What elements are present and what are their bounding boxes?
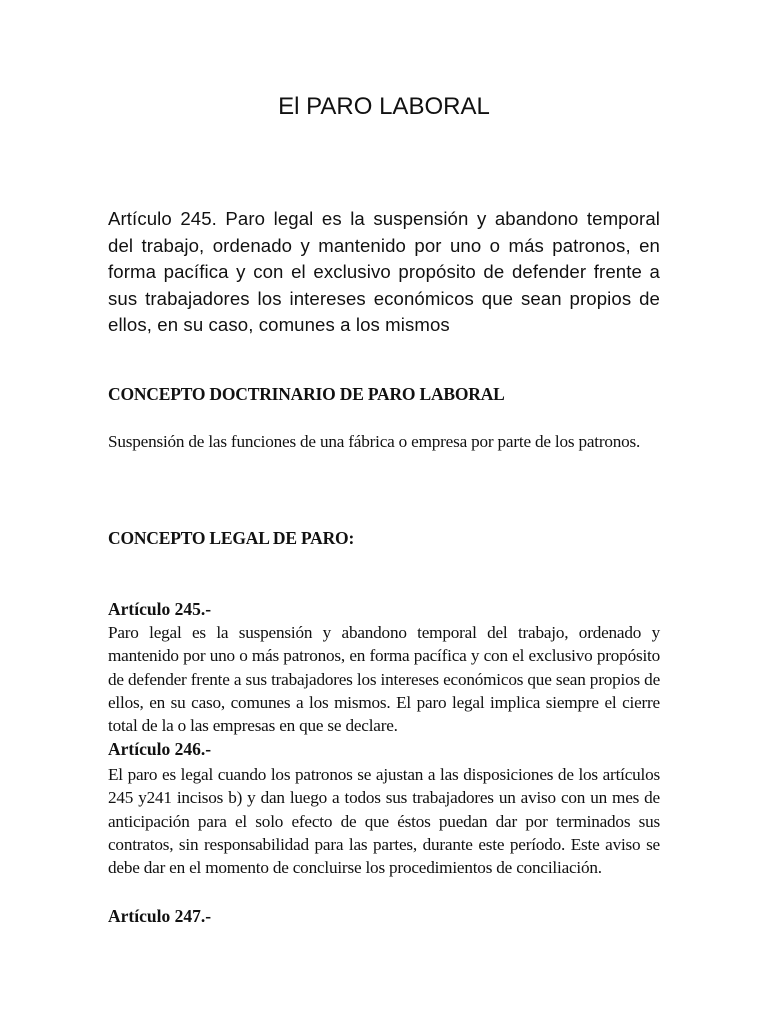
doctrinal-concept-heading: CONCEPTO DOCTRINARIO DE PARO LABORAL (108, 384, 505, 404)
article-246-title: Artículo 246.- (108, 739, 212, 759)
article-247-title: Artículo 247.- (108, 906, 212, 926)
article-245-title: Artículo 245.- (108, 599, 212, 619)
article-246-text: El paro es legal cuando los patronos se ajustan a las disposiciones de los artículos 245 y241 incisos b) y dan luego a todos sus trabajadores un aviso con un mes de anticipación para el solo efecto de que éstos puedan dar por terminados sus contratos, sin responsabilidad para las partes, durante este período. Este aviso se debe dar en el momento de concluirse los procedimientos de conciliación. (108, 765, 660, 878)
doctrinal-concept-text: Suspensión de las funciones de una fábrica o empresa por parte de los patronos. (108, 432, 641, 451)
article-245-text: Paro legal es la suspensión y abandono temporal del trabajo, ordenado y mantenido por uno o más patronos, en forma pacífica y con el exclusivo propósito de defender frente a sus trabajadores los intereses económicos que sean propios de ellos, en su caso, comunes a los mismos. El paro legal implica siempre el cierre total de la o las empresas en que se declare. (108, 623, 660, 736)
legal-concept-heading: CONCEPTO LEGAL DE PARO: (108, 528, 355, 548)
intro-paragraph: Artículo 245. Paro legal es la suspensión y abandono temporal del trabajo, ordenado y mantenido por uno o más patronos, en forma pacífica y con el exclusivo propósito de defender frente a sus trabajadores los intereses económicos que sean propios de ellos, en su caso, comunes a los mismos (108, 208, 660, 335)
document-title: El PARO LABORAL (278, 93, 490, 120)
